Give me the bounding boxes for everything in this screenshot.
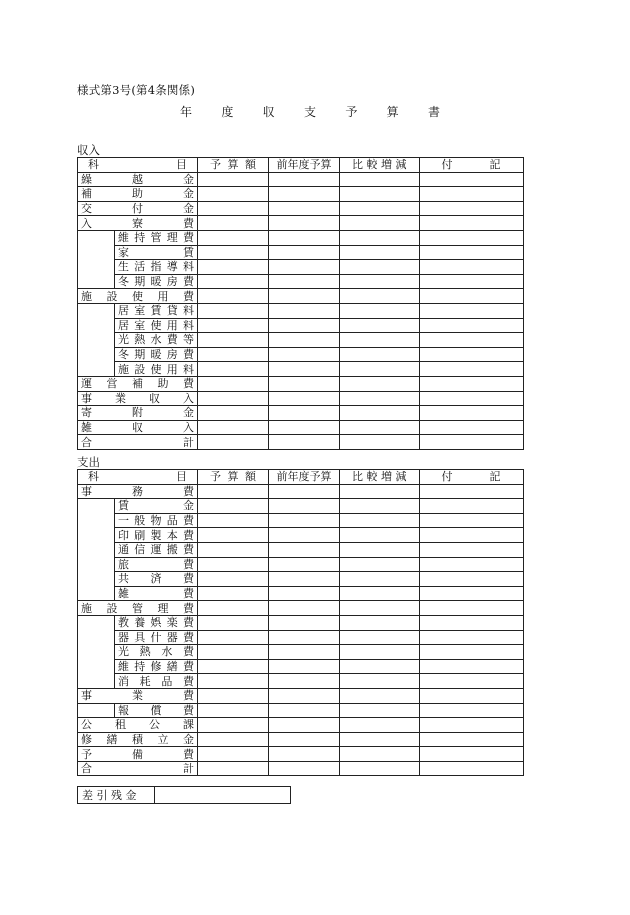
note-cell[interactable] bbox=[419, 420, 523, 435]
item-label: 合計 bbox=[78, 761, 198, 776]
title-char: 算 bbox=[386, 105, 399, 119]
note-cell[interactable] bbox=[419, 761, 523, 776]
prev-year-cell[interactable] bbox=[269, 230, 340, 245]
prev-year-cell[interactable] bbox=[269, 274, 340, 289]
indent-spacer bbox=[78, 499, 115, 514]
sub-item-label: 共済費 bbox=[115, 572, 198, 587]
diff-cell[interactable] bbox=[340, 718, 420, 733]
budget-cell[interactable] bbox=[198, 303, 269, 318]
prev-year-cell[interactable] bbox=[269, 645, 340, 660]
prev-year-cell[interactable] bbox=[269, 391, 340, 406]
table-row bbox=[78, 732, 524, 747]
indent-spacer bbox=[78, 586, 115, 601]
sub-item-label: 通信運搬費 bbox=[115, 542, 198, 557]
note-cell[interactable] bbox=[419, 645, 523, 660]
item-label: 公租公課 bbox=[78, 718, 198, 733]
table-header-row bbox=[78, 158, 524, 173]
prev-year-cell[interactable] bbox=[269, 572, 340, 587]
prev-year-cell[interactable] bbox=[269, 376, 340, 391]
table-row bbox=[78, 318, 524, 333]
budget-cell[interactable] bbox=[198, 718, 269, 733]
table-row bbox=[78, 718, 524, 733]
note-cell[interactable] bbox=[419, 362, 523, 377]
budget-cell[interactable] bbox=[198, 557, 269, 572]
balance-value-field[interactable] bbox=[155, 787, 291, 804]
diff-cell[interactable] bbox=[340, 557, 420, 572]
note-cell[interactable] bbox=[419, 318, 523, 333]
indent-spacer bbox=[78, 513, 115, 528]
indent-spacer bbox=[78, 274, 115, 289]
expense-table bbox=[77, 469, 524, 776]
table-row bbox=[78, 201, 524, 216]
prev-year-cell[interactable] bbox=[269, 260, 340, 275]
diff-cell[interactable] bbox=[340, 688, 420, 703]
form-number: 様式第3号(第4条関係) bbox=[77, 83, 196, 97]
header-note: 付 記 bbox=[419, 158, 523, 173]
item-label: 修繕積立金 bbox=[78, 732, 198, 747]
indent-spacer bbox=[78, 674, 115, 689]
note-cell[interactable] bbox=[419, 245, 523, 260]
prev-year-cell[interactable] bbox=[269, 347, 340, 362]
diff-cell[interactable] bbox=[340, 289, 420, 304]
prev-year-cell[interactable] bbox=[269, 216, 340, 231]
note-cell[interactable] bbox=[419, 615, 523, 630]
expense-section-label: 支出 bbox=[77, 455, 100, 469]
indent-spacer bbox=[78, 362, 115, 377]
item-label: 運営補助費 bbox=[78, 376, 198, 391]
indent-spacer bbox=[78, 572, 115, 587]
header-note: 付 記 bbox=[419, 470, 523, 485]
budget-cell[interactable] bbox=[198, 362, 269, 377]
prev-year-cell[interactable] bbox=[269, 484, 340, 499]
diff-cell[interactable] bbox=[340, 572, 420, 587]
diff-cell[interactable] bbox=[340, 274, 420, 289]
prev-year-cell[interactable] bbox=[269, 542, 340, 557]
diff-cell[interactable] bbox=[340, 420, 420, 435]
budget-cell[interactable] bbox=[198, 747, 269, 762]
diff-cell[interactable] bbox=[340, 303, 420, 318]
prev-year-cell[interactable] bbox=[269, 406, 340, 421]
note-cell[interactable] bbox=[419, 187, 523, 202]
table-row bbox=[78, 376, 524, 391]
budget-cell[interactable] bbox=[198, 499, 269, 514]
item-label: 入寮費 bbox=[78, 216, 198, 231]
sub-item-label: 報償費 bbox=[115, 703, 198, 718]
budget-cell[interactable] bbox=[198, 289, 269, 304]
prev-year-cell[interactable] bbox=[269, 688, 340, 703]
sub-item-label: 冬期暖房費 bbox=[115, 347, 198, 362]
title-char: 書 bbox=[427, 105, 440, 119]
budget-cell[interactable] bbox=[198, 245, 269, 260]
note-cell[interactable] bbox=[419, 333, 523, 348]
note-cell[interactable] bbox=[419, 201, 523, 216]
header-prev-year: 前年度予算 bbox=[269, 158, 340, 173]
sub-item-label: 冬期暖房費 bbox=[115, 274, 198, 289]
prev-year-cell[interactable] bbox=[269, 659, 340, 674]
budget-cell[interactable] bbox=[198, 201, 269, 216]
sub-item-label: 教養娯楽費 bbox=[115, 615, 198, 630]
budget-cell[interactable] bbox=[198, 572, 269, 587]
table-row bbox=[78, 230, 524, 245]
item-label: 事務費 bbox=[78, 484, 198, 499]
prev-year-cell[interactable] bbox=[269, 318, 340, 333]
budget-cell[interactable] bbox=[198, 391, 269, 406]
indent-spacer bbox=[78, 245, 115, 260]
note-cell[interactable] bbox=[419, 484, 523, 499]
note-cell[interactable] bbox=[419, 260, 523, 275]
table-row bbox=[78, 601, 524, 616]
diff-cell[interactable] bbox=[340, 201, 420, 216]
item-label: 寄附金 bbox=[78, 406, 198, 421]
note-cell[interactable] bbox=[419, 172, 523, 187]
prev-year-cell[interactable] bbox=[269, 303, 340, 318]
item-label: 合計 bbox=[78, 435, 198, 450]
note-cell[interactable] bbox=[419, 747, 523, 762]
budget-cell[interactable] bbox=[198, 216, 269, 231]
note-cell[interactable] bbox=[419, 499, 523, 514]
prev-year-cell[interactable] bbox=[269, 586, 340, 601]
table-row bbox=[78, 615, 524, 630]
budget-cell[interactable] bbox=[198, 542, 269, 557]
header-item: 科 目 bbox=[78, 158, 198, 173]
budget-cell[interactable] bbox=[198, 187, 269, 202]
budget-cell[interactable] bbox=[198, 674, 269, 689]
note-cell[interactable] bbox=[419, 732, 523, 747]
budget-cell[interactable] bbox=[198, 586, 269, 601]
item-label: 事業収入 bbox=[78, 391, 198, 406]
budget-cell[interactable] bbox=[198, 630, 269, 645]
table-row bbox=[78, 528, 524, 543]
prev-year-cell[interactable] bbox=[269, 289, 340, 304]
title-char: 年 bbox=[180, 105, 193, 119]
prev-year-cell[interactable] bbox=[269, 528, 340, 543]
indent-spacer bbox=[78, 645, 115, 660]
budget-cell[interactable] bbox=[198, 274, 269, 289]
indent-spacer bbox=[78, 347, 115, 362]
item-label: 施設使用費 bbox=[78, 289, 198, 304]
sub-item-label: 維持修繕費 bbox=[115, 659, 198, 674]
table-row bbox=[78, 586, 524, 601]
indent-spacer bbox=[78, 659, 115, 674]
indent-spacer bbox=[78, 333, 115, 348]
indent-spacer bbox=[78, 230, 115, 245]
note-cell[interactable] bbox=[419, 303, 523, 318]
prev-year-cell[interactable] bbox=[269, 601, 340, 616]
note-cell[interactable] bbox=[419, 347, 523, 362]
diff-cell[interactable] bbox=[340, 376, 420, 391]
prev-year-cell[interactable] bbox=[269, 747, 340, 762]
balance-box bbox=[77, 786, 291, 804]
table-row bbox=[78, 747, 524, 762]
budget-cell[interactable] bbox=[198, 318, 269, 333]
note-cell[interactable] bbox=[419, 674, 523, 689]
diff-cell[interactable] bbox=[340, 435, 420, 450]
diff-cell[interactable] bbox=[340, 499, 420, 514]
sub-item-label: 一般物品費 bbox=[115, 513, 198, 528]
note-cell[interactable] bbox=[419, 572, 523, 587]
header-prev-year: 前年度予算 bbox=[269, 470, 340, 485]
prev-year-cell[interactable] bbox=[269, 718, 340, 733]
diff-cell[interactable] bbox=[340, 659, 420, 674]
note-cell[interactable] bbox=[419, 703, 523, 718]
note-cell[interactable] bbox=[419, 718, 523, 733]
diff-cell[interactable] bbox=[340, 732, 420, 747]
sub-item-label: 居室使用料 bbox=[115, 318, 198, 333]
header-diff: 比 較 増 減 bbox=[340, 158, 420, 173]
diff-cell[interactable] bbox=[340, 216, 420, 231]
balance-label: 差 引 残 金 bbox=[78, 787, 155, 804]
budget-cell[interactable] bbox=[198, 376, 269, 391]
diff-cell[interactable] bbox=[340, 615, 420, 630]
sub-item-label: 賃金 bbox=[115, 499, 198, 514]
title-char: 収 bbox=[262, 105, 275, 119]
budget-cell[interactable] bbox=[198, 260, 269, 275]
indent-spacer bbox=[78, 615, 115, 630]
note-cell[interactable] bbox=[419, 376, 523, 391]
budget-cell[interactable] bbox=[198, 732, 269, 747]
indent-spacer bbox=[78, 630, 115, 645]
table-row bbox=[78, 274, 524, 289]
diff-cell[interactable] bbox=[340, 513, 420, 528]
prev-year-cell[interactable] bbox=[269, 513, 340, 528]
note-cell[interactable] bbox=[419, 406, 523, 421]
budget-cell[interactable] bbox=[198, 659, 269, 674]
table-row bbox=[78, 557, 524, 572]
prev-year-cell[interactable] bbox=[269, 703, 340, 718]
sub-item-label: 生活指導料 bbox=[115, 260, 198, 275]
prev-year-cell[interactable] bbox=[269, 435, 340, 450]
table-row bbox=[78, 659, 524, 674]
budget-cell[interactable] bbox=[198, 333, 269, 348]
prev-year-cell[interactable] bbox=[269, 630, 340, 645]
sub-item-label: 光熱水費 bbox=[115, 645, 198, 660]
table-row bbox=[78, 347, 524, 362]
item-label: 交付金 bbox=[78, 201, 198, 216]
indent-spacer bbox=[78, 703, 115, 718]
header-budget: 予 算 額 bbox=[198, 158, 269, 173]
budget-cell[interactable] bbox=[198, 484, 269, 499]
table-row bbox=[78, 688, 524, 703]
budget-cell[interactable] bbox=[198, 688, 269, 703]
diff-cell[interactable] bbox=[340, 703, 420, 718]
indent-spacer bbox=[78, 260, 115, 275]
note-cell[interactable] bbox=[419, 688, 523, 703]
budget-cell[interactable] bbox=[198, 347, 269, 362]
diff-cell[interactable] bbox=[340, 586, 420, 601]
budget-cell[interactable] bbox=[198, 645, 269, 660]
table-row bbox=[78, 435, 524, 450]
diff-cell[interactable] bbox=[340, 674, 420, 689]
table-row bbox=[78, 674, 524, 689]
note-cell[interactable] bbox=[419, 528, 523, 543]
budget-cell[interactable] bbox=[198, 528, 269, 543]
note-cell[interactable] bbox=[419, 274, 523, 289]
diff-cell[interactable] bbox=[340, 230, 420, 245]
prev-year-cell[interactable] bbox=[269, 245, 340, 260]
sub-item-label: 維持管理費 bbox=[115, 230, 198, 245]
table-row bbox=[78, 303, 524, 318]
note-cell[interactable] bbox=[419, 557, 523, 572]
prev-year-cell[interactable] bbox=[269, 201, 340, 216]
sub-item-label: 光熱水費等 bbox=[115, 333, 198, 348]
table-row bbox=[78, 333, 524, 348]
table-row bbox=[78, 216, 524, 231]
diff-cell[interactable] bbox=[340, 528, 420, 543]
table-row bbox=[78, 172, 524, 187]
budget-cell[interactable] bbox=[198, 703, 269, 718]
item-label: 雑収入 bbox=[78, 420, 198, 435]
diff-cell[interactable] bbox=[340, 362, 420, 377]
note-cell[interactable] bbox=[419, 289, 523, 304]
table-row bbox=[78, 187, 524, 202]
sub-item-label: 雑費 bbox=[115, 586, 198, 601]
table-row bbox=[78, 513, 524, 528]
indent-spacer bbox=[78, 557, 115, 572]
header-diff: 比 較 増 減 bbox=[340, 470, 420, 485]
table-row bbox=[78, 406, 524, 421]
table-row bbox=[78, 362, 524, 377]
table-row bbox=[78, 645, 524, 660]
diff-cell[interactable] bbox=[340, 347, 420, 362]
sub-item-label: 家賃 bbox=[115, 245, 198, 260]
budget-cell[interactable] bbox=[198, 615, 269, 630]
item-label: 事業費 bbox=[78, 688, 198, 703]
diff-cell[interactable] bbox=[340, 187, 420, 202]
budget-cell[interactable] bbox=[198, 420, 269, 435]
table-row bbox=[78, 260, 524, 275]
diff-cell[interactable] bbox=[340, 601, 420, 616]
sub-item-label: 施設使用料 bbox=[115, 362, 198, 377]
note-cell[interactable] bbox=[419, 630, 523, 645]
diff-cell[interactable] bbox=[340, 260, 420, 275]
prev-year-cell[interactable] bbox=[269, 761, 340, 776]
item-label: 予備費 bbox=[78, 747, 198, 762]
prev-year-cell[interactable] bbox=[269, 187, 340, 202]
diff-cell[interactable] bbox=[340, 318, 420, 333]
diff-cell[interactable] bbox=[340, 245, 420, 260]
table-row bbox=[78, 542, 524, 557]
table-row bbox=[78, 484, 524, 499]
diff-cell[interactable] bbox=[340, 542, 420, 557]
title-char: 度 bbox=[221, 105, 234, 119]
diff-cell[interactable] bbox=[340, 761, 420, 776]
note-cell[interactable] bbox=[419, 601, 523, 616]
prev-year-cell[interactable] bbox=[269, 615, 340, 630]
note-cell[interactable] bbox=[419, 542, 523, 557]
budget-cell[interactable] bbox=[198, 435, 269, 450]
item-label: 施設管理費 bbox=[78, 601, 198, 616]
title-char: 予 bbox=[345, 105, 358, 119]
diff-cell[interactable] bbox=[340, 645, 420, 660]
note-cell[interactable] bbox=[419, 659, 523, 674]
diff-cell[interactable] bbox=[340, 333, 420, 348]
indent-spacer bbox=[78, 528, 115, 543]
header-item: 科 目 bbox=[78, 470, 198, 485]
diff-cell[interactable] bbox=[340, 630, 420, 645]
table-row bbox=[78, 289, 524, 304]
budget-cell[interactable] bbox=[198, 601, 269, 616]
table-row bbox=[78, 761, 524, 776]
budget-cell[interactable] bbox=[198, 513, 269, 528]
note-cell[interactable] bbox=[419, 216, 523, 231]
table-row bbox=[78, 391, 524, 406]
income-table bbox=[77, 157, 524, 450]
budget-cell[interactable] bbox=[198, 406, 269, 421]
sub-item-label: 印刷製本費 bbox=[115, 528, 198, 543]
prev-year-cell[interactable] bbox=[269, 732, 340, 747]
prev-year-cell[interactable] bbox=[269, 172, 340, 187]
item-label: 補助金 bbox=[78, 187, 198, 202]
table-row bbox=[78, 245, 524, 260]
diff-cell[interactable] bbox=[340, 484, 420, 499]
prev-year-cell[interactable] bbox=[269, 333, 340, 348]
income-section-label: 収入 bbox=[77, 143, 100, 157]
prev-year-cell[interactable] bbox=[269, 420, 340, 435]
sub-item-label: 消耗品費 bbox=[115, 674, 198, 689]
note-cell[interactable] bbox=[419, 586, 523, 601]
budget-cell[interactable] bbox=[198, 761, 269, 776]
prev-year-cell[interactable] bbox=[269, 674, 340, 689]
table-row bbox=[78, 420, 524, 435]
item-label: 繰越金 bbox=[78, 172, 198, 187]
header-budget: 予 算 額 bbox=[198, 470, 269, 485]
sub-item-label: 居室賃貸料 bbox=[115, 303, 198, 318]
note-cell[interactable] bbox=[419, 435, 523, 450]
indent-spacer bbox=[78, 303, 115, 318]
prev-year-cell[interactable] bbox=[269, 362, 340, 377]
budget-cell[interactable] bbox=[198, 230, 269, 245]
diff-cell[interactable] bbox=[340, 747, 420, 762]
diff-cell[interactable] bbox=[340, 391, 420, 406]
note-cell[interactable] bbox=[419, 513, 523, 528]
sub-item-label: 旅費 bbox=[115, 557, 198, 572]
document-title bbox=[180, 103, 440, 120]
budget-cell[interactable] bbox=[198, 172, 269, 187]
note-cell[interactable] bbox=[419, 391, 523, 406]
sub-item-label: 器具什器費 bbox=[115, 630, 198, 645]
indent-spacer bbox=[78, 542, 115, 557]
diff-cell[interactable] bbox=[340, 172, 420, 187]
table-row bbox=[78, 572, 524, 587]
prev-year-cell[interactable] bbox=[269, 557, 340, 572]
indent-spacer bbox=[78, 318, 115, 333]
table-header-row bbox=[78, 470, 524, 485]
table-row bbox=[78, 630, 524, 645]
note-cell[interactable] bbox=[419, 230, 523, 245]
table-row bbox=[78, 499, 524, 514]
diff-cell[interactable] bbox=[340, 406, 420, 421]
table-row bbox=[78, 703, 524, 718]
title-char: 支 bbox=[303, 105, 316, 119]
prev-year-cell[interactable] bbox=[269, 499, 340, 514]
